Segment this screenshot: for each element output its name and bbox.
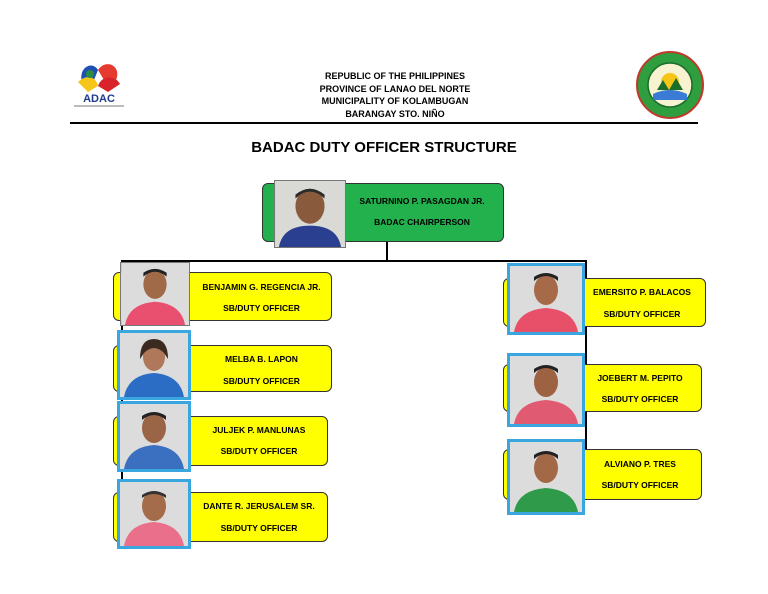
officer-name: JULJEK P. MANLUNAS [212, 425, 306, 435]
officer-photo-regencia [120, 262, 190, 326]
officer-photo-jerusalem [117, 479, 191, 549]
chairperson-photo [274, 180, 346, 248]
header-municipality: MUNICIPALITY OF KOLAMBUGAN [321, 96, 469, 106]
chairperson-name: SATURNINO P. PASAGDAN JR. [359, 196, 485, 206]
officer-name: EMERSITO P. BALACOS [593, 287, 691, 297]
officer-photo-tres [507, 439, 585, 515]
officer-role: SB/DUTY OFFICER [603, 309, 681, 319]
officer-photo-manlunas [117, 401, 191, 472]
officer-photo-pepito [507, 353, 585, 427]
officer-name: BENJAMIN G. REGENCIA JR. [202, 282, 321, 292]
officer-name: MELBA B. LAPON [225, 354, 298, 364]
header-republic: REPUBLIC OF THE PHILIPPINES [324, 71, 465, 81]
barangay-seal [635, 50, 705, 120]
adac-logo [68, 52, 130, 108]
header-rule [70, 122, 698, 124]
page-title: BADAC DUTY OFFICER STRUCTURE [251, 139, 517, 156]
officer-photo-balacos [507, 263, 585, 335]
chairperson-role: BADAC CHAIRPERSON [374, 217, 470, 227]
connector-horizontal [121, 260, 587, 262]
government-header [300, 70, 490, 120]
adac-logo-text: ADAC [83, 93, 115, 105]
officer-role: SB/DUTY OFFICER [220, 446, 298, 456]
officer-role: SB/DUTY OFFICER [223, 376, 300, 386]
officer-name: DANTE R. JERUSALEM SR. [203, 501, 315, 511]
officer-role: SB/DUTY OFFICER [223, 303, 300, 313]
header-barangay: BARANGAY STO. NIÑO [345, 108, 445, 119]
officer-role: SB/DUTY OFFICER [601, 480, 679, 490]
officer-role: SB/DUTY OFFICER [601, 394, 679, 404]
officer-role: SB/DUTY OFFICER [220, 523, 298, 533]
officer-name: ALVIANO P. TRES [604, 459, 676, 469]
officer-photo-lapon [117, 330, 191, 400]
officer-name: JOEBERT M. PEPITO [597, 373, 683, 383]
connector-chair-down [386, 241, 388, 262]
header-province: PROVINCE OF LANAO DEL NORTE [319, 83, 471, 94]
